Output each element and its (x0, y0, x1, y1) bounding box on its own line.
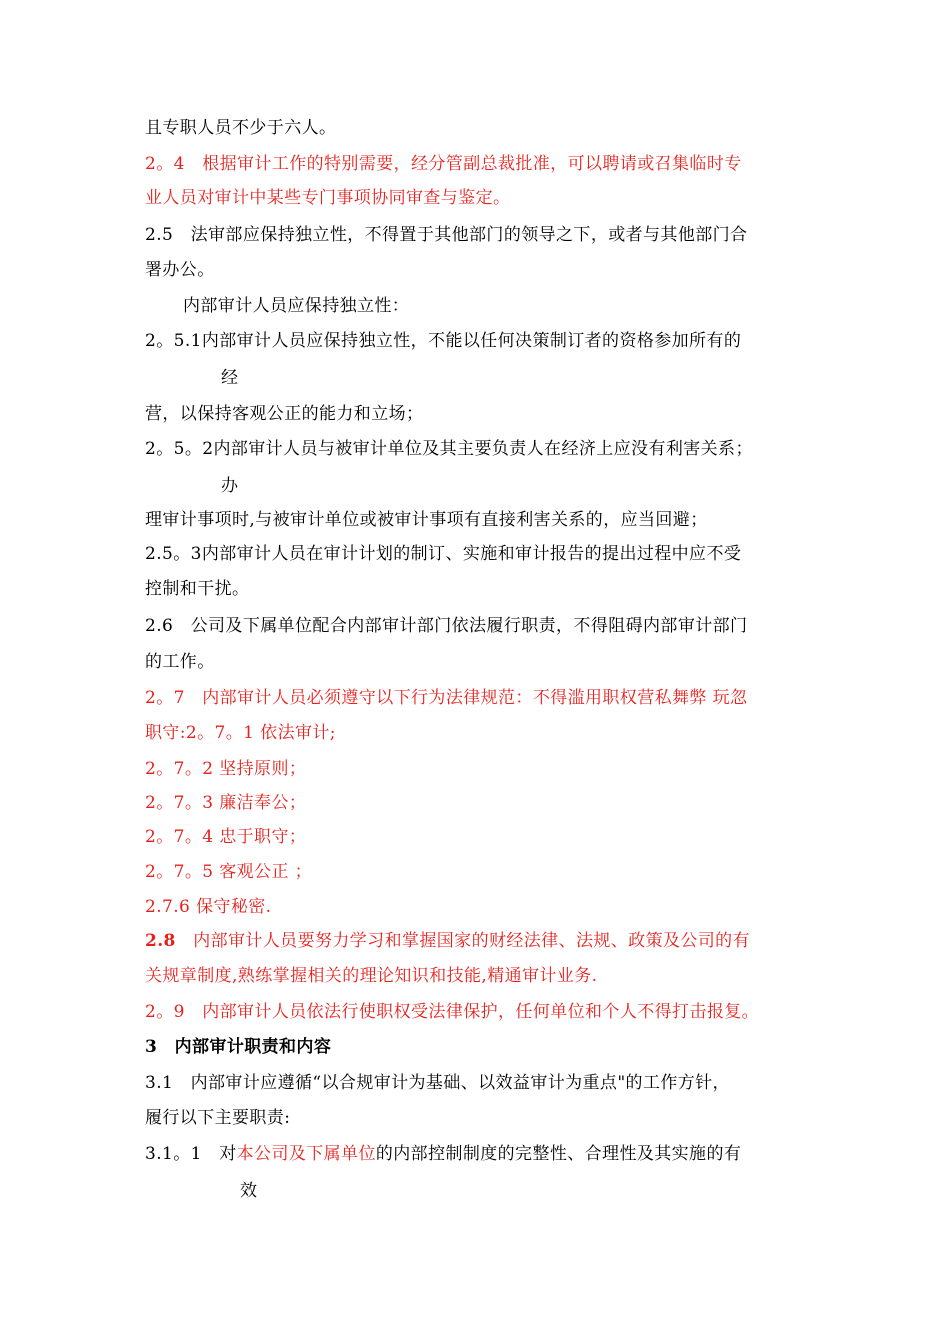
highlight-unit: 本公司及下属单位 (236, 1144, 376, 1164)
text-line: 关规章制度,熟练掌握相关的理论知识和技能,精通审计业务. (145, 966, 598, 986)
text-line-2-5-3: 2.5。3内部审计人员在审计计划的制订、实施和审计报告的提出过程中应不受 (145, 544, 742, 564)
text-line: 办 (221, 476, 239, 496)
text-line-3-1-1 (145, 1143, 741, 1165)
text-line-3-1: 3.1 内部审计应遵循“以合规审计为基础、以效益审计为重点"的工作方针， (145, 1073, 730, 1093)
text-span: 的内部控制制度的完整性、合理性及其实施的有 (375, 1144, 742, 1164)
text-line: 控制和干扰。 (145, 579, 250, 599)
section-heading-3: 3 内部审计职责和内容 (145, 1037, 332, 1057)
text-line-2-4: 2。4 根据审计工作的特别需要，经分管副总裁批准，可以聘请或召集临时专 (145, 154, 742, 174)
text-line: 内部审计人员应保持独立性： (183, 296, 410, 316)
text-line-2-5-2: 2。5。2内部审计人员与被审计单位及其主要负责人在经济上应没有利害关系； (145, 439, 753, 459)
text-line-2-6: 2.6 公司及下属单位配合内部审计部门依法履行职责，不得阻碍内部审计部门 (145, 616, 748, 636)
text-line-2-7-2: 2。7。2 坚持原则； (145, 759, 307, 779)
text-line: 经 (221, 368, 239, 388)
text-line: 理审计事项时,与被审计单位或被审计事项有直接利害关系的，应当回避； (145, 510, 708, 530)
text-line-2-7-4: 2。7。4 忠于职守； (145, 827, 307, 847)
text-line-2-7-3: 2。7。3 廉洁奉公； (145, 793, 307, 813)
text-span: 内部审计人员要努力学习和掌握国家的财经法律、法规、政策及公司的有 (193, 931, 750, 951)
section-number: 2.8 (145, 931, 176, 951)
text-line: 履行以下主要职责: (145, 1108, 291, 1128)
text-line: 且专职人员不少于六人。 (145, 118, 337, 138)
text-line-2-5: 2.5 法审部应保持独立性，不得置于其他部门的领导之下，或者与其他部门合 (145, 225, 748, 245)
text-line: 营，以保持客观公正的能力和立场； (145, 404, 424, 424)
text-span: 3.1。1 对 (145, 1144, 237, 1164)
text-line-2-7: 2。7 内部审计人员必须遵守以下行为法律规范：不得滥用职权营私舞弊 玩忽 (145, 688, 748, 708)
text-line-2-8 (145, 930, 750, 952)
text-line: 业人员对审计中某些专门事项协同审查与鉴定。 (145, 188, 511, 208)
text-line-2-7-1: 职守:2。7。1 依法审计; (145, 723, 336, 743)
text-line-2-7-6: 2.7.6 保守秘密. (145, 897, 272, 917)
text-line: 的工作。 (145, 652, 215, 672)
text-line: 署办公。 (145, 260, 215, 280)
text-line: 效 (240, 1181, 258, 1201)
text-line-2-7-5: 2。7。5 客观公正 ； (145, 862, 313, 882)
text-line-2-9: 2。9 内部审计人员依法行使职权受法律保护，任何单位和个人不得打击报复。 (145, 1002, 760, 1022)
text-line-2-5-1: 2。5.1内部审计人员应保持独立性，不能以任何决策制订者的资格参加所有的 (145, 331, 742, 351)
